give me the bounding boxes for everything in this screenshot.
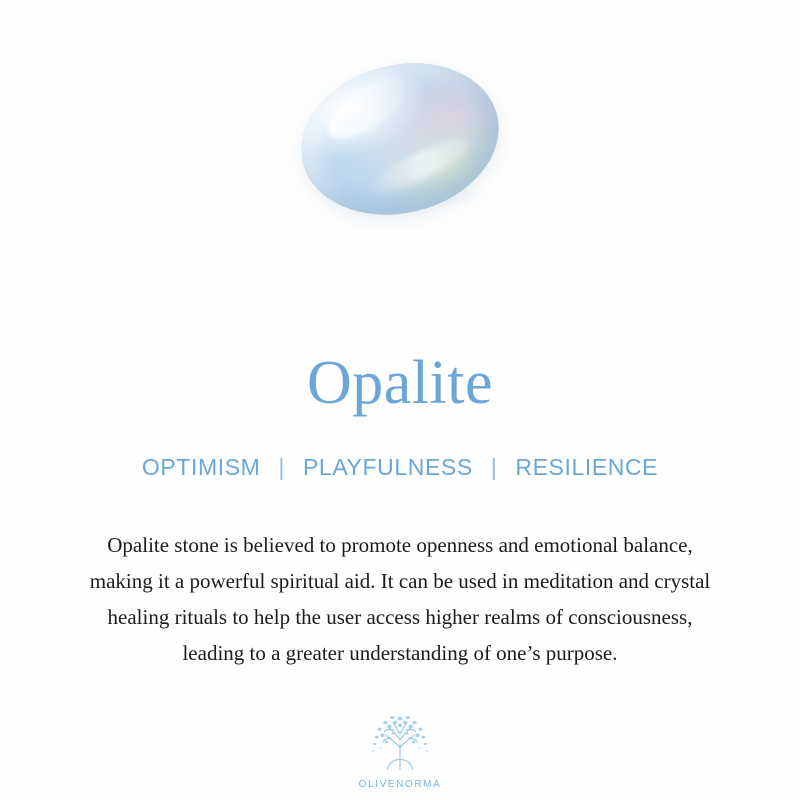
keyword-separator: | [490,454,498,480]
keyword-list [138,454,662,481]
keyword-resilience: RESILIENCE [515,454,659,480]
description-line: Opalite stone is believed to promote openness and emotional balance, [107,533,693,557]
brand-name: OLIVENORMA [358,779,442,791]
brand-logo [359,705,442,790]
keyword-optimism: OPTIMISM [141,454,261,480]
tree-of-life-icon [361,705,439,777]
stone-highlight-bottom [365,130,475,202]
description-line: leading to a greater understanding of one’s purpose. [182,641,618,666]
description-line: making it a powerful spiritual aid. It can be used in meditation and crystal [89,569,711,594]
keyword-playfulness: PLAYFULNESS [302,454,473,480]
stone-image-area [0,0,800,300]
stone-highlight-top [318,66,417,151]
description-line: healing rituals to help the user access higher realms of consciousness, [107,605,693,630]
opalite-stone-image [300,65,500,215]
description-text [20,527,780,671]
page-title: Opalite [307,349,493,417]
stone-body [285,43,515,235]
keyword-separator: | [278,454,285,480]
